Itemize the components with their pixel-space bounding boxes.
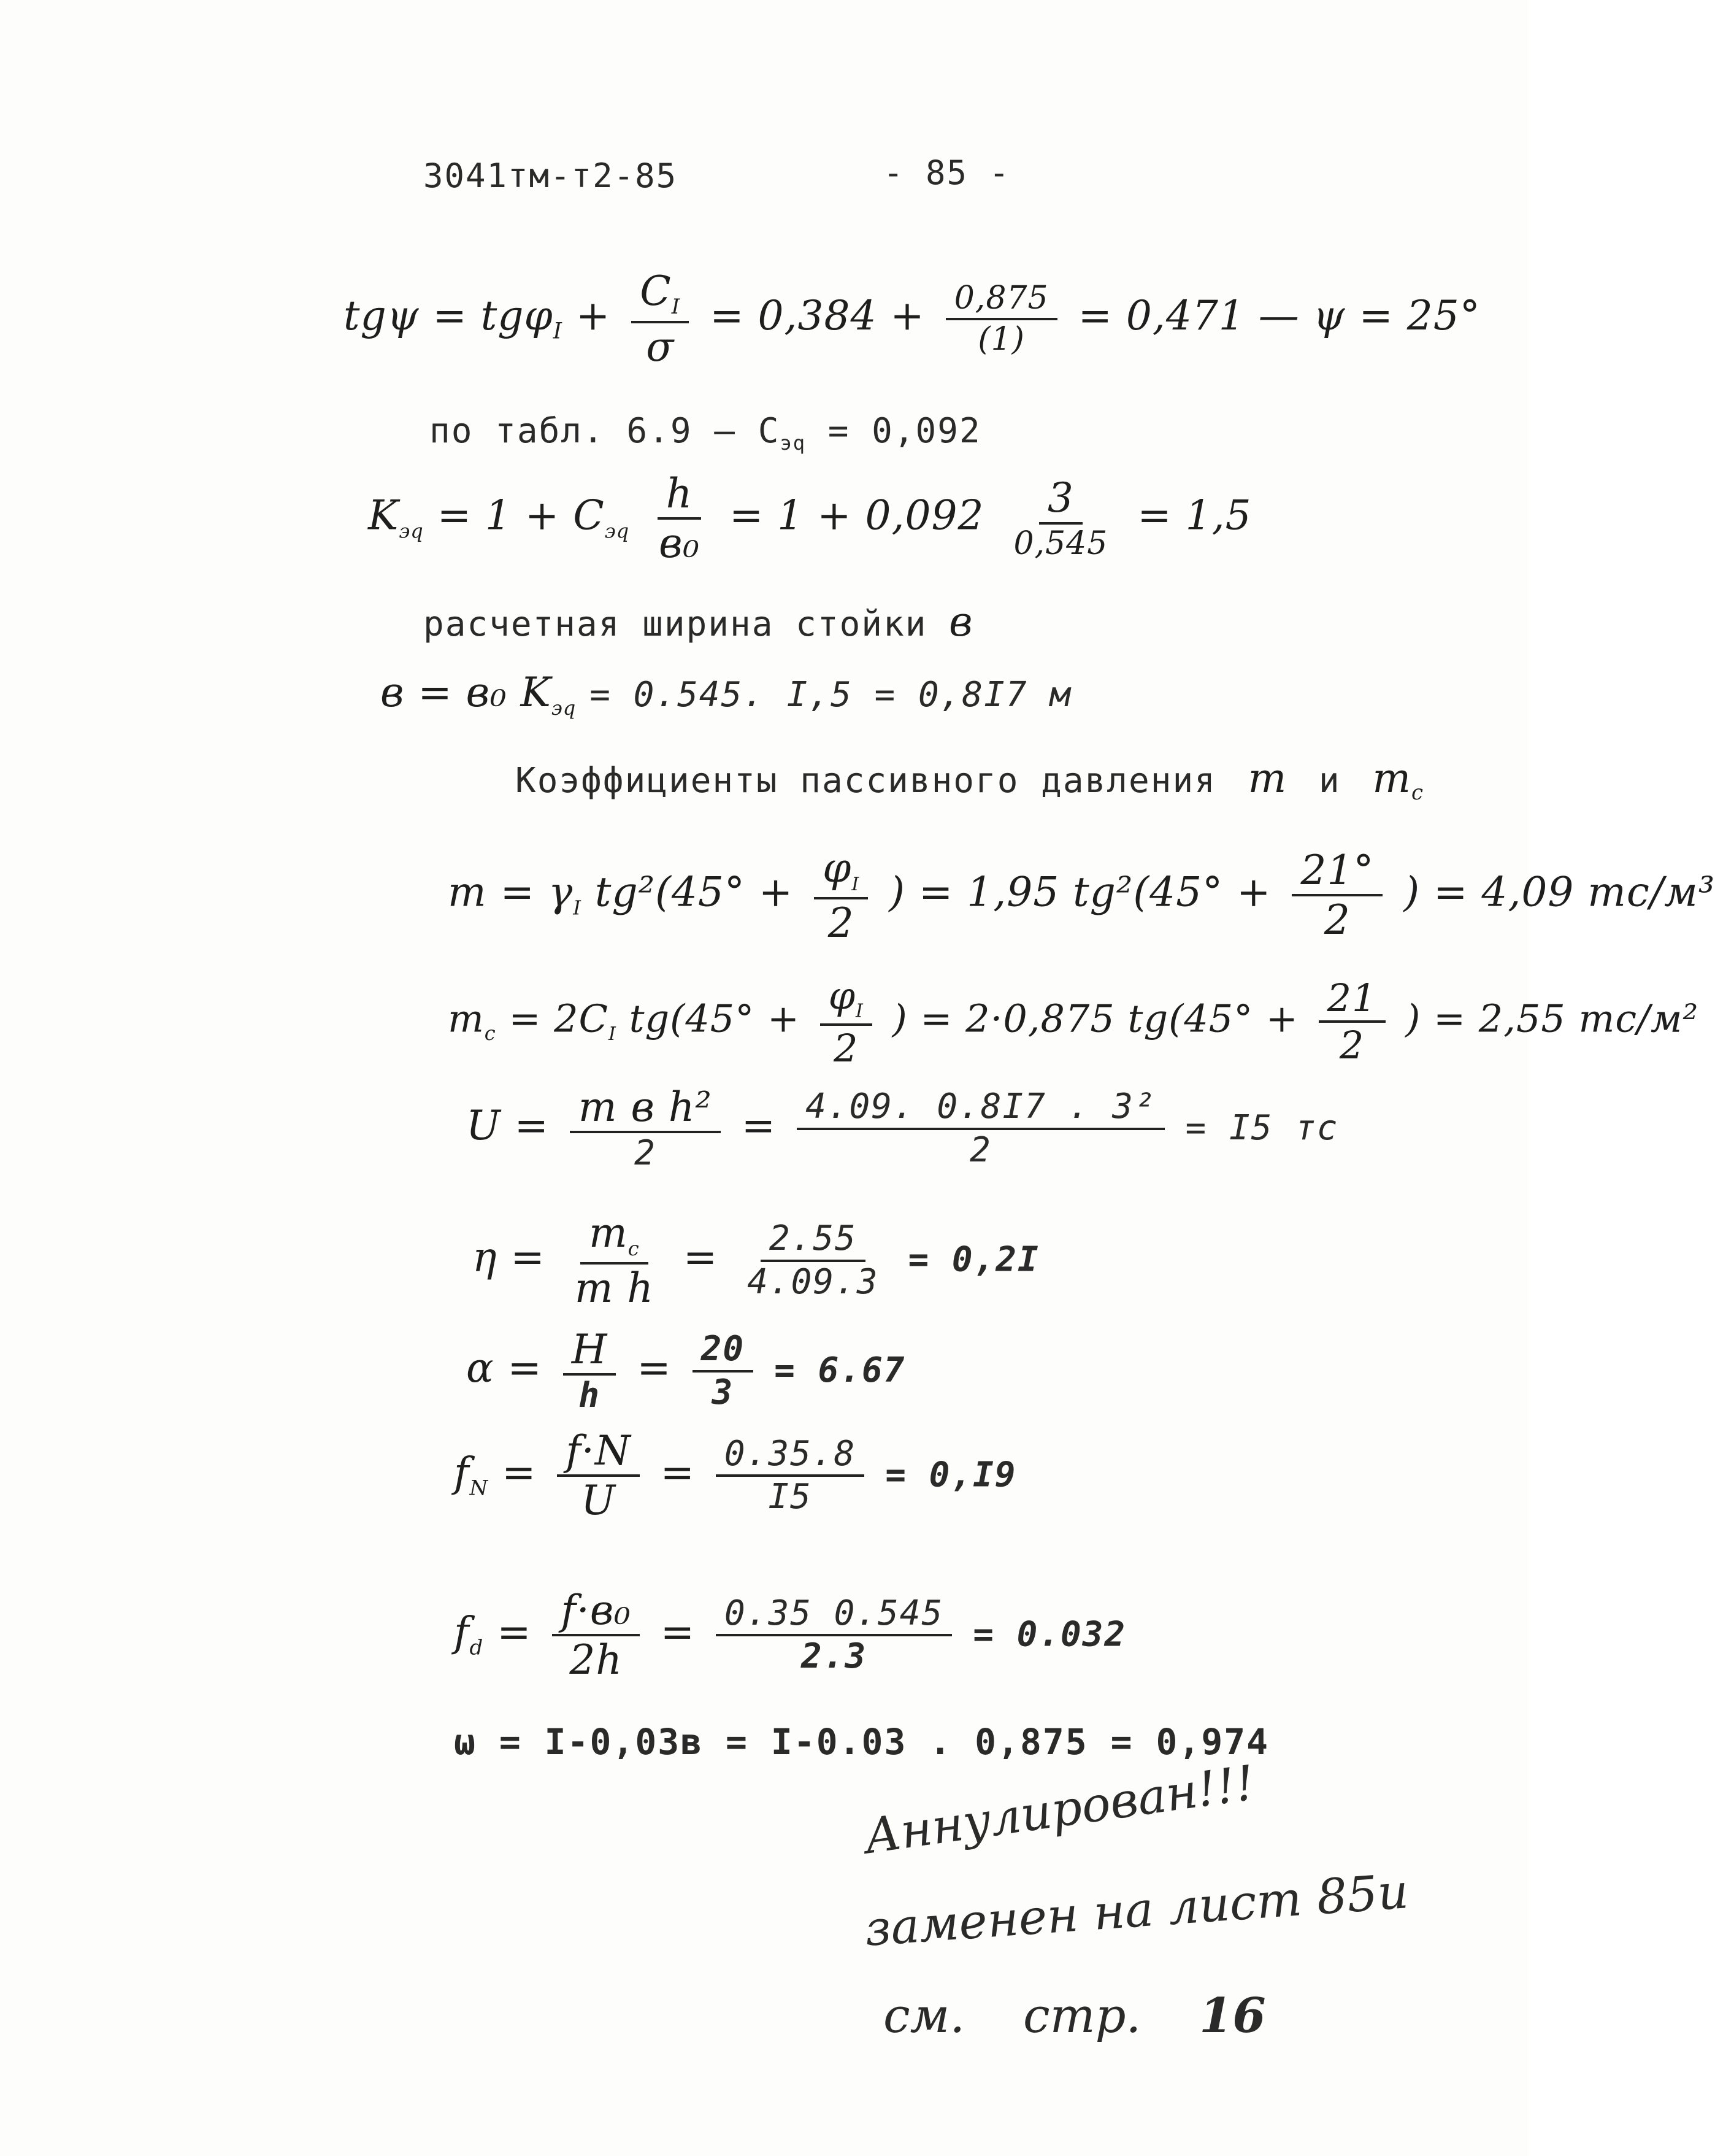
fd-formula-fraction-2 (716, 1593, 952, 1677)
formula-fn (454, 1427, 1017, 1525)
alpha-formula-result: = 6.67 (774, 1350, 906, 1391)
mc-frac1-num: φ (828, 973, 856, 1018)
eta-frac2-num: 2.55 (761, 1221, 865, 1262)
mc-formula-lhs: m (448, 996, 485, 1041)
alpha-frac1-num: H (563, 1328, 616, 1376)
u-frac1-num: m в h² (570, 1086, 721, 1133)
u-frac2-den: 2 (969, 1130, 992, 1171)
u-frac2-num: 4.09. 0.8I7 . 3² (797, 1089, 1164, 1130)
k-eq-frac2-den: 0,545 (1013, 525, 1108, 562)
table-ref-sub: эq (780, 431, 806, 455)
fn-formula-result: = 0,I9 (885, 1455, 1017, 1495)
tg-psi-result: = 0,471 — ψ = 25° (1078, 292, 1481, 340)
fd-formula-lhs: f (454, 1608, 470, 1656)
fd-formula-fraction-1 (552, 1589, 639, 1682)
table-ref-text: по табл. 6.9 – C (429, 411, 780, 451)
eta-formula-eq: = (683, 1233, 718, 1281)
tg-psi-frac2-den: (1) (978, 321, 1025, 358)
fn-frac2-den: I5 (768, 1477, 812, 1517)
u-formula-result: = I5 тс (1185, 1108, 1339, 1149)
mc-formula-eq-sub: I (608, 1023, 616, 1045)
fn-formula-fraction-1 (557, 1427, 639, 1525)
see-abbrev: см. (883, 1989, 965, 2044)
alpha-formula-fraction-1 (563, 1328, 616, 1414)
mc-formula-fraction-2 (1319, 976, 1386, 1068)
alpha-formula-eq: = (637, 1344, 672, 1392)
formula-tg-psi (343, 268, 1481, 371)
k-eq-mid: = 1 + C (437, 491, 605, 539)
fn-formula-lhs: f (454, 1449, 470, 1496)
eta-frac1-num: m (589, 1209, 628, 1257)
coefficients-label-line (515, 755, 1424, 805)
fd-formula-eq1: = (497, 1608, 532, 1656)
coeff-mc-symbol: m (1372, 755, 1411, 802)
formula-omega: ω = I-0,03в = I-0.03 . 0,875 = 0,974 (454, 1721, 1270, 1763)
mc-formula-fraction-1 (820, 973, 872, 1071)
formula-mc (448, 973, 1699, 1071)
reference-page-number: 16 (1199, 1988, 1266, 2044)
m-frac2-den: 2 (1324, 896, 1351, 944)
alpha-formula-lhs: α = (466, 1344, 542, 1392)
m-formula-lhs: m = γ (448, 868, 574, 916)
width-label-line (423, 598, 973, 645)
tg-psi-fraction-2 (946, 282, 1057, 356)
eta-formula-fraction-2 (739, 1218, 887, 1302)
m-formula-lhs-sub: I (573, 896, 581, 920)
u-formula-fraction-2 (797, 1089, 1164, 1169)
see-page-annotation (883, 1988, 1266, 2044)
eta-frac1-den: m h (574, 1264, 654, 1312)
k-eq-lhs-sub: эq (399, 519, 424, 543)
coefficients-label: Коэффициенты пассивного давления (515, 761, 1216, 801)
fn-formula-eq1: = (502, 1449, 537, 1496)
tg-psi-plus: + (576, 292, 611, 340)
alpha-formula-fraction-2 (693, 1331, 753, 1411)
alpha-frac1-den: h (578, 1376, 600, 1416)
tg-psi-frac1-num-sub: I (671, 295, 681, 320)
m-formula-fraction-1 (814, 844, 868, 947)
table-reference (429, 411, 981, 455)
m-formula-tg: tg²(45° + (594, 868, 794, 916)
alpha-frac2-num: 20 (693, 1331, 753, 1373)
formula-fd (454, 1589, 1126, 1682)
width-label: расчетная ширина стойки (423, 604, 927, 644)
fn-frac1-num: f·N (557, 1430, 639, 1477)
alpha-frac2-den: 3 (712, 1373, 734, 1413)
k-eq-fraction-2 (1005, 474, 1116, 562)
k-eq-frac1-den: в₀ (659, 520, 700, 568)
m-frac2-num: 21° (1292, 849, 1383, 896)
replaced-annotation: заменен на лист 85и (862, 1864, 1411, 1957)
page-number: - 85 - (883, 153, 1011, 192)
k-eq-result: = 1,5 (1137, 491, 1252, 539)
fn-formula-lhs-sub: N (469, 1476, 489, 1501)
u-frac1-den: 2 (634, 1133, 656, 1174)
k-eq-frac2-num: 3 (1039, 477, 1083, 524)
width-formula-lhs: в = в₀ K (380, 669, 551, 716)
tg-psi-mid: = 0,384 + (710, 292, 925, 340)
formula-alpha (466, 1328, 905, 1414)
width-formula-sub: эq (551, 696, 577, 720)
k-eq-frac1-num: h (658, 472, 702, 520)
eta-formula-fraction-1 (566, 1209, 662, 1312)
tg-psi-fraction-1 (631, 268, 689, 371)
annulled-annotation: Аннулирован!!! (861, 1755, 1259, 1865)
formula-k-eq (368, 470, 1252, 568)
mc-formula-tg: tg(45° + (629, 996, 800, 1041)
fd-frac2-den: 2.3 (801, 1636, 867, 1677)
k-eq-mid-sub: эq (604, 519, 630, 543)
eta-frac1-num-sub: c (627, 1237, 640, 1261)
eta-formula-result: = 0,2I (908, 1239, 1040, 1280)
k-eq-lhs: K (368, 491, 399, 539)
fn-frac1-den: U (581, 1477, 616, 1525)
eta-formula-lhs: η = (472, 1233, 545, 1281)
m-formula-fraction-2 (1292, 849, 1383, 942)
k-eq-mid2: = 1 + 0,092 (729, 491, 984, 539)
width-symbol: в (949, 598, 973, 645)
fd-frac1-num: f·в₀ (552, 1589, 639, 1636)
mc-frac1-num-sub: I (856, 1000, 864, 1022)
m-frac1-num-sub: I (851, 874, 860, 896)
formula-m (448, 844, 1715, 947)
tg-psi-lhs: tgψ = tgφ (343, 292, 553, 340)
fd-formula-lhs-sub: d (469, 1635, 484, 1660)
fn-frac2-num: 0.35.8 (716, 1436, 864, 1477)
mc-frac2-num: 21 (1319, 978, 1386, 1023)
coeff-mc-sub: c (1411, 780, 1424, 806)
tg-psi-frac1-num: C (640, 268, 672, 315)
width-formula-result: = 0.545. I,5 = 0,8I7 м (589, 675, 1072, 715)
mc-formula-eq: = 2C (508, 996, 608, 1041)
m-formula-result: ) = 4,09 тс/м³ (1403, 868, 1715, 916)
fd-frac1-den: 2h (569, 1636, 623, 1684)
formula-width (380, 669, 1072, 720)
mc-formula-result: ) = 2,55 тс/м² (1405, 996, 1699, 1041)
fn-formula-eq: = (660, 1449, 695, 1496)
mc-formula-lhs-sub: c (484, 1022, 496, 1045)
mc-formula-mid: ) = 2·0,875 tg(45° + (892, 996, 1299, 1041)
fn-formula-fraction-2 (716, 1433, 864, 1517)
m-frac1-num: φ (823, 844, 852, 891)
tg-psi-sub: I (553, 318, 563, 344)
u-formula-eq: = (741, 1102, 777, 1150)
m-formula-mid: ) = 1,95 tg²(45° + (889, 868, 1272, 916)
formula-u (466, 1086, 1339, 1172)
coeff-m-symbol: m (1248, 755, 1287, 802)
eta-frac2-den: 4.09.3 (747, 1261, 879, 1302)
m-frac1-den: 2 (827, 899, 854, 947)
mc-frac2-den: 2 (1339, 1023, 1365, 1068)
u-formula-fraction-1 (570, 1086, 721, 1172)
fd-frac2-num: 0.35 0.545 (716, 1596, 952, 1637)
fd-formula-result: = 0.032 (973, 1614, 1127, 1655)
table-ref-value: = 0,092 (827, 411, 981, 451)
u-formula-lhs: U = (466, 1102, 549, 1150)
tg-psi-frac1-den: σ (646, 323, 675, 371)
coeff-and: и (1318, 761, 1341, 801)
k-eq-fraction-1 (650, 470, 708, 568)
fd-formula-eq: = (660, 1608, 696, 1656)
document-code: 3041тм-т2-85 (423, 156, 678, 195)
mc-frac1-den: 2 (834, 1025, 859, 1071)
formula-eta (472, 1209, 1040, 1312)
tg-psi-frac2-num: 0,875 (946, 282, 1057, 320)
page-abbrev: стр. (1022, 1989, 1141, 2044)
